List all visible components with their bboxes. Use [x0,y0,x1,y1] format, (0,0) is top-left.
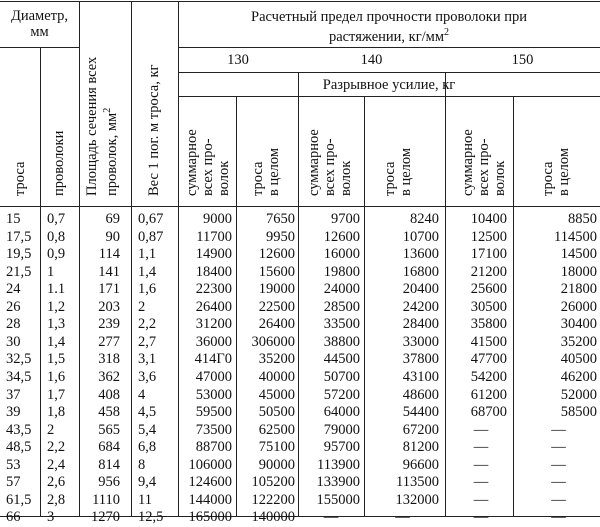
cell-whole-130: 40000 [258,368,295,385]
grade-130: 130 [227,52,249,68]
cell-weight: 6,8 [138,439,157,456]
strength-header-line2: растяжении, $кг/мм^2$ [328,27,450,45]
cell-wire-diameter: 0,7 [47,211,66,227]
diameter-header [0,8,79,40]
cell-sum-130: 47000 [195,368,232,385]
sum-wires-header-140: суммарное всех про- волок [306,129,354,196]
cell-whole-140: 10700 [402,228,439,245]
cell-whole-140: 8240 [410,211,439,227]
cell-section-area: 277 [98,333,120,350]
col-divider-6 [298,72,299,517]
cell-sum-130: 18400 [195,263,232,280]
cell-wire-diameter: 0,9 [47,246,66,263]
cell-rope-diameter: 24 [6,281,21,298]
cell-whole-130: 45000 [258,386,295,403]
grade-140: 140 [360,52,383,68]
cell-weight: 5,4 [138,421,157,438]
cell-whole-130: 50500 [258,404,295,421]
cell-whole-130: 105200 [251,474,295,491]
col-divider-1 [40,47,41,517]
cell-weight: 0,67 [138,211,164,227]
col-divider-8 [445,72,446,517]
breaking-force-rule [178,96,600,97]
cell-sum-130: 73500 [195,421,232,438]
area-unit-exponent: 2 [102,107,113,113]
cell-whole-130: 35200 [258,351,295,368]
cell-whole-130: 15600 [258,263,295,280]
cell-sum-140: 28500 [323,298,360,315]
cell-sum-140: 24000 [323,281,360,298]
cell-sum-150: 61200 [470,386,507,403]
cell-sum-140: 79000 [323,421,360,438]
cell-weight: 4 [138,386,146,403]
cell-wire-diameter: 1.1 [47,281,66,298]
cell-sum-130: 53000 [195,386,232,403]
cell-sum-150: — [473,456,489,473]
cell-whole-130: 62500 [258,421,295,438]
cell-sum-150: 35800 [470,316,507,333]
cell-sum-150: — [473,474,489,491]
cell-wire-diameter: 2,8 [47,491,66,508]
cell-whole-130: 90000 [258,456,295,473]
cell-wire-diameter: 1 [47,263,55,280]
col-divider-2 [79,1,80,517]
cell-sum-130: 124600 [188,474,232,491]
cell-section-area: 171 [98,281,120,298]
cell-whole-130: 75100 [258,439,295,456]
cell-rope-diameter: 32,5 [6,351,32,368]
cell-sum-140: 19800 [323,263,360,280]
cell-whole-130: 140000 [251,509,295,526]
cell-whole-140: 20400 [402,281,439,298]
cell-section-area: 203 [98,298,120,315]
cell-wire-diameter: 1,8 [47,404,66,421]
cell-whole-150: — [551,509,566,526]
sum-wires-header-130: суммарное всех про- волок [184,129,232,196]
weight-header: Вес 1 пог. м троса, кг [146,64,162,196]
cell-section-area: 114 [98,246,120,263]
cell-weight: 4,5 [138,404,157,421]
sum-wires-header-150: суммарное всех про- волок [460,129,508,196]
cell-section-area: 141 [98,263,120,280]
cell-rope-diameter: 53 [6,456,21,473]
cell-rope-diameter: 61,5 [6,491,32,508]
cell-section-area: 408 [98,386,120,403]
cell-whole-140: 33000 [402,333,439,350]
cell-wire-diameter: 2,2 [47,439,66,456]
cell-wire-diameter: 0,8 [47,228,66,245]
cell-sum-150: 17100 [470,246,507,263]
cell-sum-140: 64000 [323,404,360,421]
wire-diameter-header: проволоки [51,130,67,196]
cell-whole-140: 54400 [402,404,439,421]
cell-section-area: 362 [98,368,120,385]
cell-sum-140: 33500 [323,316,360,333]
cell-sum-150: 41500 [470,333,507,350]
cell-wire-diameter: 1,5 [47,351,66,368]
cell-sum-130: 414Г0 [194,351,232,368]
cell-whole-140: 28400 [402,316,439,333]
header-bottom-rule [0,206,600,207]
strength-header-line1: Расчетный предел прочности проволоки при [251,9,527,25]
col-divider-9 [513,96,514,517]
cell-rope-diameter: 28 [6,316,21,333]
grade-150: 150 [511,52,534,68]
cell-section-area: 684 [98,439,120,456]
cell-sum-150: — [473,439,489,456]
cell-weight: 8 [138,456,146,473]
cell-sum-140: — [323,509,339,526]
cell-rope-diameter: 39 [6,404,21,421]
cell-sum-140: 50700 [323,368,360,385]
cell-whole-130: 19000 [258,281,295,298]
cell-section-area: 1110 [92,491,120,508]
rope-diameter-header: троса [12,161,28,196]
cell-section-area: 90 [105,228,120,245]
cell-sum-150: 12500 [470,228,507,245]
cell-section-area: 458 [98,404,120,421]
cell-sum-150: 68700 [470,404,507,421]
cell-sum-150: 25600 [470,281,507,298]
cell-sum-150: — [473,509,489,526]
cell-rope-diameter: 19,5 [6,246,32,263]
cell-sum-140: 16000 [323,246,360,263]
cell-weight: 11 [138,491,152,508]
grade-row-rule [178,72,600,73]
cell-wire-diameter: 3 [47,509,55,526]
cell-wire-diameter: 2 [47,421,55,438]
cell-section-area: 1270 [91,509,120,526]
cell-sum-140: 9700 [331,211,360,227]
rope-whole-header-130: троса в целом [250,147,282,196]
cell-sum-150: 21200 [470,263,507,280]
cell-weight: 3,6 [138,368,157,385]
strength-unit-exponent: 2 [444,27,450,38]
rope-whole-header-150: троса в целом [540,147,572,196]
cell-sum-130: 31200 [195,316,232,333]
cell-whole-130: 9950 [266,228,295,245]
cell-sum-130: 36000 [195,333,232,350]
cell-sum-140: 133900 [316,474,360,491]
cell-whole-130: 122200 [251,491,295,508]
cell-sum-150: — [473,491,489,508]
cell-weight: 9,4 [138,474,157,491]
cell-whole-140: 132000 [395,491,439,508]
cell-weight: 1,1 [138,246,157,263]
area-header-line1: Площадь сечения всех [84,56,100,196]
breaking-force-header: Разрывное усилие, кг [322,77,456,93]
area-header [84,57,120,196]
cell-whole-150: 18000 [560,263,597,280]
cell-whole-130: 306000 [251,333,295,350]
cell-sum-150: 30500 [470,298,507,315]
cell-section-area: 814 [98,456,120,473]
cell-sum-140: 95700 [323,439,360,456]
cell-sum-130: 9000 [203,211,232,227]
cell-sum-140: 113900 [317,456,360,473]
cell-whole-150: — [551,456,566,473]
cell-sum-130: 22300 [195,281,232,298]
cell-rope-diameter: 34,5 [6,368,32,385]
diameter-label: Диаметр, [10,8,69,24]
cell-whole-150: 46200 [560,368,597,385]
cell-weight: 2,7 [138,333,157,350]
cell-whole-150: 52000 [560,386,597,403]
cell-whole-150: 40500 [560,351,597,368]
cell-whole-150: 21800 [560,281,597,298]
cell-sum-140: 57200 [323,386,360,403]
cell-whole-150: 26000 [560,298,597,315]
cell-sum-130: 26400 [195,298,232,315]
cell-section-area: 956 [98,474,120,491]
cell-sum-130: 11700 [196,228,232,245]
cell-weight: 0,87 [138,228,164,245]
cell-whole-140: 48600 [402,386,439,403]
col-divider-5 [236,96,237,517]
strength-header [178,9,600,45]
cell-wire-diameter: 1,6 [47,368,66,385]
cell-wire-diameter: 2,4 [47,456,66,473]
cell-sum-150: 54200 [470,368,507,385]
cell-weight: 3,1 [138,351,157,368]
cell-sum-150: — [473,421,489,438]
cell-whole-150: — [551,491,566,508]
cell-whole-150: — [551,474,566,491]
cell-whole-150: — [551,439,566,456]
cell-wire-diameter: 1,2 [47,298,66,315]
cell-whole-140: 81200 [402,439,439,456]
strength-header-rule [178,47,600,48]
col-divider-3 [131,1,132,517]
cell-sum-140: 155000 [316,491,360,508]
cell-rope-diameter: 43,5 [6,421,32,438]
cell-sum-130: 14900 [195,246,232,263]
cell-whole-140: — [395,509,410,526]
cell-sum-150: 47700 [470,351,507,368]
cell-whole-140: 43100 [402,368,439,385]
cell-whole-150: — [551,421,566,438]
rope-whole-header-140: троса в целом [382,147,414,196]
cell-rope-diameter: 48,5 [6,439,32,456]
cell-whole-130: 26400 [258,316,295,333]
cell-sum-140: 38800 [323,333,360,350]
cell-whole-140: 13600 [402,246,439,263]
cell-sum-140: 44500 [323,351,360,368]
diameter-unit: мм [30,24,49,40]
cell-sum-130: 144000 [188,491,232,508]
cell-weight: 12,5 [138,509,164,526]
cell-whole-140: 16800 [402,263,439,280]
cell-whole-130: 12600 [258,246,295,263]
cell-wire-diameter: 1,3 [47,316,66,333]
cell-section-area: 318 [98,351,120,368]
cell-rope-diameter: 66 [6,509,21,526]
area-header-line2: проволок, $мм^2$ [102,107,120,196]
cell-whole-150: 58500 [560,404,597,421]
cell-whole-140: 24200 [402,298,439,315]
cell-sum-130: 165000 [188,509,232,526]
cell-weight: 1,4 [138,263,157,280]
cell-whole-150: 8850 [568,211,597,227]
cell-weight: 2 [138,298,146,315]
cell-whole-130: 22500 [258,298,295,315]
cell-section-area: 69 [105,211,120,227]
cell-weight: 1,6 [138,281,157,298]
cell-rope-diameter: 57 [6,474,21,491]
cell-section-area: 239 [98,316,120,333]
cell-whole-150: 114500 [554,228,597,245]
cell-rope-diameter: 21,5 [6,263,32,280]
cell-whole-140: 113500 [396,474,439,491]
cell-wire-diameter: 1,7 [47,386,66,403]
cell-whole-140: 96600 [402,456,439,473]
cell-wire-diameter: 1,4 [47,333,66,350]
cell-sum-130: 88700 [195,439,232,456]
cell-sum-130: 106000 [188,456,232,473]
cell-weight: 2,2 [138,316,157,333]
cell-sum-130: 59500 [195,404,232,421]
cell-whole-150: 35200 [560,333,597,350]
top-rule [0,1,600,2]
cell-rope-diameter: 37 [6,386,21,403]
cell-rope-diameter: 15 [6,211,21,227]
cell-sum-150: 10400 [470,211,507,227]
cell-rope-diameter: 26 [6,298,21,315]
cell-wire-diameter: 2,6 [47,474,66,491]
cell-rope-diameter: 30 [6,333,21,350]
cell-section-area: 565 [98,421,120,438]
cell-whole-140: 37800 [402,351,439,368]
cell-whole-150: 30400 [560,316,597,333]
cell-sum-140: 12600 [323,228,360,245]
cell-whole-130: 7650 [266,211,295,227]
cell-rope-diameter: 17,5 [6,228,32,245]
cell-whole-150: 14500 [560,246,597,263]
cell-whole-140: 67200 [402,421,439,438]
col-divider-7 [364,96,365,517]
